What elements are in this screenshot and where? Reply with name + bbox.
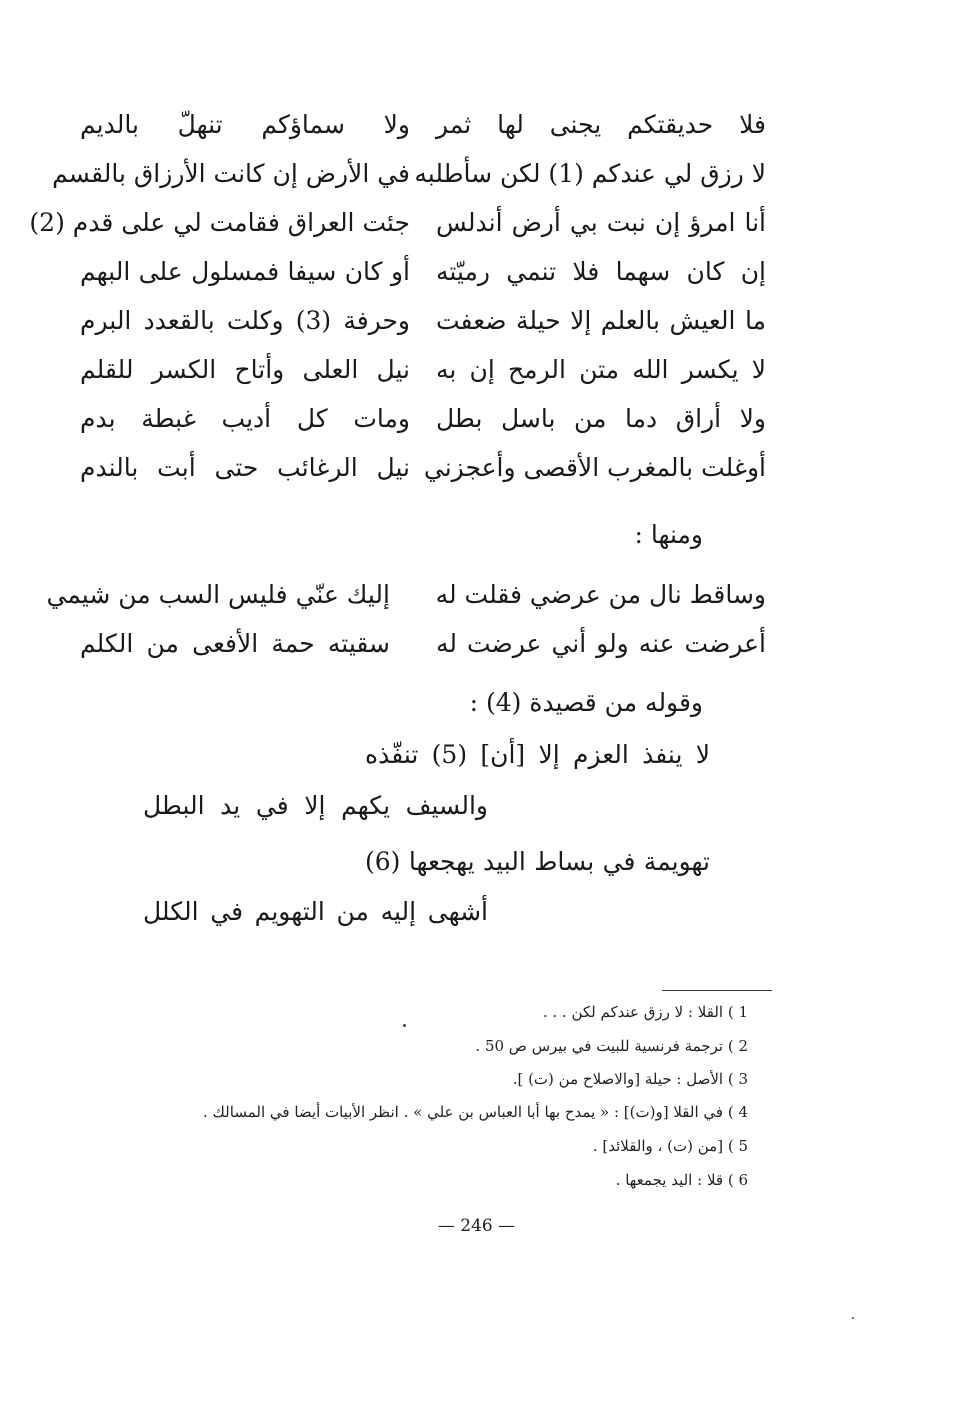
verse-line <box>80 294 766 346</box>
verse-first-hemistich: ما العيش بالعلم إلا حيلة ضعفت <box>436 305 766 335</box>
footnote: 4 ) في القلا [و(ت)] : « يمدح بها أبا العباس بن علي » . انظر الأبيات أيضا في المسالك . <box>203 1103 748 1121</box>
verse-second-hemistich: نيل العلى وأتاح الكسر للقلم <box>80 354 410 384</box>
verse-first-hemistich: أعرضت عنه ولو أني عرضت له <box>436 628 766 658</box>
verse-second-hemistich: والسيف يكهم إلا في يد البطل <box>143 791 488 820</box>
section-heading: وقوله من قصيدة (4) : <box>469 688 703 717</box>
section-heading: ومنها : <box>634 520 703 549</box>
scan-speck <box>403 1024 406 1027</box>
verse-first-hemistich: وساقط نال من عرضي فقلت له <box>435 579 766 609</box>
verse-first-hemistich: تهويمة في بساط البيد يهجعها (6) <box>365 847 710 876</box>
verse-second-hemistich: في الأرض إن كانت الأرزاق بالقسم <box>52 158 410 188</box>
verse-second-hemistich: وحرفة (3) وكلت بالقعدد البرم <box>80 305 410 335</box>
footnote: 6 ) قلا : اليد يجمعها . <box>615 1171 748 1189</box>
verse-first-hemistich: أوغلت بالمغرب الأقصى وأعجزني <box>423 452 766 482</box>
verse-first-hemistich: لا رزق لي عندكم (1) لكن سأطلبه <box>414 158 766 188</box>
footnote: 3 ) الأصل : حيلة [والاصلاح من (ت) ]. <box>512 1070 748 1088</box>
verse-second-hemistich: سقيته حمة الأفعى من الكلم <box>80 628 390 658</box>
verse-second-hemistich: ومات كل أديب غبطة بدم <box>80 403 410 433</box>
page-number: — 246 — <box>437 1216 516 1236</box>
footnote: 2 ) ترجمة فرنسية للبيت في بيرس ص 50 . <box>475 1037 748 1055</box>
verse-second-hemistich: أشهى إليه من التهويم في الكلل <box>143 897 488 926</box>
verse-first-hemistich: فلا حديقتكم يجنى لها ثمر <box>436 109 766 139</box>
verse-first-hemistich: ولا أراق دما من باسل بطل <box>436 403 766 433</box>
footnote-separator <box>662 990 772 991</box>
verse-line <box>29 196 766 248</box>
verse-first-hemistich: لا ينفذ العزم إلا [أن] (5) تنفّذه <box>365 740 710 769</box>
verse-first-hemistich: لا يكسر الله متن الرمح إن به <box>436 354 766 384</box>
footnote: 1 ) القلا : لا رزق عندكم لكن . . . <box>542 1003 748 1021</box>
verse-line <box>80 392 766 444</box>
verse-second-hemistich: جئت العراق فقامت لي على قدم (2) <box>29 207 410 237</box>
verse-second-hemistich: أو كان سيفا فمسلول على البهم <box>80 256 410 286</box>
verse-line <box>80 245 766 297</box>
verse-second-hemistich: ولا سماؤكم تنهلّ بالديم <box>80 109 410 139</box>
verse-first-hemistich: إن كان سهما فلا تنمي رميّته <box>436 256 766 286</box>
scan-speck <box>852 1317 854 1319</box>
verse-first-hemistich: أنا امرؤ إن نبت بي أرض أندلس <box>436 207 766 237</box>
verse-second-hemistich: نيل الرغائب حتى أبت بالندم <box>80 452 410 482</box>
verse-line <box>80 343 766 395</box>
verse-line <box>80 617 766 669</box>
verse-line <box>52 147 766 199</box>
footnote: 5 ) [من (ت) ، والقلائد] . <box>592 1137 748 1155</box>
verse-line <box>80 441 766 493</box>
verse-line <box>80 98 766 150</box>
verse-line <box>46 568 766 620</box>
verse-second-hemistich: إليك عنّي فليس السب من شيمي <box>46 579 390 609</box>
